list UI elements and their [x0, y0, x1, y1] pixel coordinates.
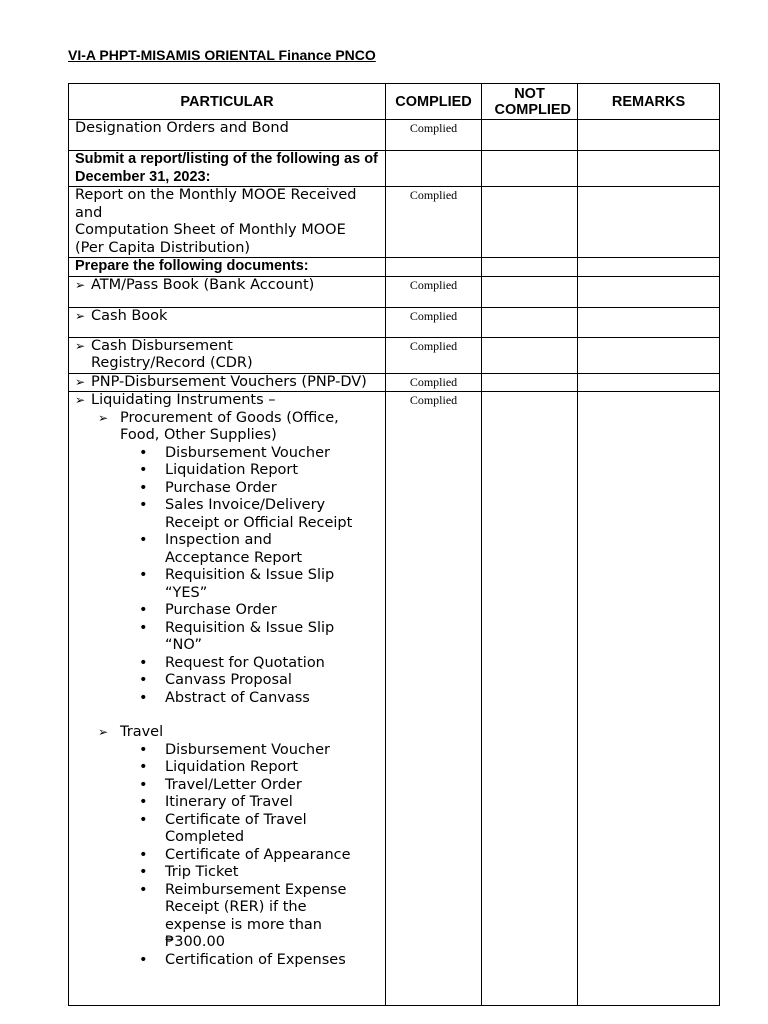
- list-item: [75, 777, 381, 795]
- liquidating-text: Liquidating Instruments –: [91, 392, 276, 408]
- prepare-docs-remarks: [578, 258, 720, 277]
- list-item: [75, 445, 381, 463]
- bullet-icon: •: [139, 846, 148, 863]
- list-item-text: Sales Invoice/Delivery Receipt or Official Receipt: [165, 497, 353, 531]
- atm-status: Complied: [386, 276, 482, 307]
- designation-remarks: [578, 120, 720, 151]
- header-complied: COMPLIED: [386, 84, 482, 120]
- table-row: [69, 187, 720, 258]
- bullet-icon: •: [139, 759, 148, 775]
- liquidating-cell: [69, 392, 386, 1006]
- bullet-icon: •: [139, 741, 148, 758]
- bullet-icon: •: [139, 444, 148, 461]
- list-item-text: Reimbursement Expense Receipt (RER) if the expense is more than ₱300.00: [165, 881, 347, 950]
- list-item-text: Requisition & Issue Slip “NO”: [165, 619, 335, 653]
- monthly-mooe-cell: [69, 187, 386, 258]
- list-item: [75, 532, 381, 567]
- travel-label: Travel: [120, 724, 164, 740]
- bullet-icon: •: [139, 672, 148, 688]
- submit-report-not-complied: [482, 151, 578, 187]
- cash-book-remarks: [578, 307, 720, 337]
- pnp-dv-not-complied: [482, 373, 578, 392]
- cdr-not-complied: [482, 337, 578, 373]
- bullet-icon: •: [139, 951, 148, 968]
- list-item: [75, 567, 381, 602]
- compliance-table: [68, 83, 720, 1006]
- list-item: [75, 462, 381, 480]
- atm-remarks: [578, 276, 720, 307]
- bullet-icon: •: [139, 794, 148, 810]
- atm-cell: [69, 276, 386, 307]
- procurement-line1: Procurement of Goods (Office,: [120, 409, 339, 426]
- submit-report-text: Submit a report/listing of the following as of December 31, 2023:: [69, 151, 386, 187]
- page-title: VI-A PHPT-MISAMIS ORIENTAL Finance PNCO: [68, 47, 376, 63]
- bullet-icon: •: [139, 619, 148, 636]
- table-row: [69, 307, 720, 337]
- list-item: [75, 655, 381, 673]
- list-item-text: Certificate of Travel Completed: [165, 811, 307, 845]
- cash-book-status: Complied: [386, 307, 482, 337]
- list-item: [75, 864, 381, 882]
- list-item: [75, 847, 381, 865]
- table-row: [69, 120, 720, 151]
- bullet-icon: •: [139, 881, 148, 898]
- monthly-mooe-line1: Report on the Monthly MOOE Received and: [75, 187, 357, 221]
- bullet-icon: •: [139, 532, 148, 548]
- monthly-mooe-status: Complied: [386, 187, 482, 258]
- arrow-bullet-icon: ➢: [75, 374, 86, 389]
- atm-not-complied: [482, 276, 578, 307]
- atm-text: ATM/Pass Book (Bank Account): [91, 276, 315, 293]
- list-item-text: Purchase Order: [165, 602, 277, 618]
- monthly-mooe-remarks: [578, 187, 720, 258]
- procurement-line2: Food, Other Supplies): [120, 427, 277, 443]
- arrow-bullet-icon: ➢: [75, 393, 86, 407]
- table-row: [69, 258, 720, 277]
- cash-book-cell: [69, 307, 386, 337]
- pnp-dv-text: PNP-Disbursement Vouchers (PNP-DV): [91, 373, 367, 390]
- table-row: [69, 373, 720, 392]
- list-item-text: Requisition & Issue Slip “YES”: [165, 567, 335, 601]
- designation-status: Complied: [386, 120, 482, 151]
- bullet-icon: •: [139, 497, 148, 513]
- monthly-mooe-line3: (Per Capita Distribution): [75, 239, 251, 256]
- cash-book-text: Cash Book: [91, 307, 168, 324]
- list-item: [75, 480, 381, 498]
- list-item: [75, 602, 381, 620]
- list-item-text: Disbursement Voucher: [165, 444, 331, 461]
- list-item: [75, 812, 381, 847]
- table-header-row: [69, 84, 720, 120]
- header-not-complied-text: NOT COMPLIED: [494, 85, 572, 118]
- list-item-text: Certificate of Appearance: [165, 846, 351, 863]
- arrow-bullet-icon: ➢: [98, 725, 109, 739]
- pnp-dv-remarks: [578, 373, 720, 392]
- monthly-mooe-line2: Computation Sheet of Monthly MOOE: [75, 222, 346, 238]
- table-row: [69, 337, 720, 373]
- bullet-icon: •: [139, 864, 148, 880]
- bullet-icon: •: [139, 567, 148, 583]
- cdr-line2: Registry/Record (CDR): [91, 355, 253, 371]
- list-item-text: Purchase Order: [165, 479, 277, 496]
- arrow-bullet-icon: ➢: [75, 338, 86, 353]
- table-row: [69, 392, 720, 1006]
- prepare-docs-complied: [386, 258, 482, 277]
- list-item-text: Certification of Expenses: [165, 951, 346, 968]
- cdr-cell: [69, 337, 386, 373]
- list-item-text: Travel/Letter Order: [165, 776, 302, 793]
- pnp-dv-status: Complied: [386, 373, 482, 392]
- designation-text: Designation Orders and Bond: [69, 120, 386, 151]
- bullet-icon: •: [139, 602, 148, 618]
- monthly-mooe-not-complied: [482, 187, 578, 258]
- list-item-text: Itinerary of Travel: [165, 794, 293, 810]
- bullet-icon: •: [139, 811, 148, 828]
- liquidating-remarks: [578, 392, 720, 1006]
- cdr-line1: Cash Disbursement: [91, 337, 233, 354]
- table-row: [69, 276, 720, 307]
- list-item-text: Request for Quotation: [165, 654, 325, 671]
- list-item-text: Liquidation Report: [165, 462, 299, 478]
- list-item-text: Trip Ticket: [165, 864, 239, 880]
- bullet-icon: •: [139, 689, 148, 706]
- list-item-text: Disbursement Voucher: [165, 741, 331, 758]
- list-item-text: Liquidation Report: [165, 759, 299, 775]
- designation-not-complied: [482, 120, 578, 151]
- list-item: [75, 497, 381, 532]
- bullet-icon: •: [139, 462, 148, 478]
- list-item: [75, 690, 381, 708]
- cdr-status: Complied: [386, 337, 482, 373]
- pnp-dv-cell: [69, 373, 386, 392]
- list-item-text: Canvass Proposal: [165, 672, 292, 688]
- list-item: [75, 620, 381, 655]
- arrow-bullet-icon: ➢: [98, 410, 109, 425]
- bullet-icon: •: [139, 479, 148, 496]
- table-row: [69, 151, 720, 187]
- header-not-complied: [482, 84, 578, 120]
- cdr-remarks: [578, 337, 720, 373]
- list-item: [75, 794, 381, 812]
- list-item: [75, 882, 381, 952]
- list-item: [75, 952, 381, 970]
- list-item-text: Inspection and Acceptance Report: [165, 532, 303, 566]
- prepare-docs-not-complied: [482, 258, 578, 277]
- arrow-bullet-icon: ➢: [75, 277, 86, 292]
- liquidating-status: Complied: [386, 392, 482, 1006]
- bullet-icon: •: [139, 776, 148, 793]
- arrow-bullet-icon: ➢: [75, 308, 86, 323]
- submit-report-remarks: [578, 151, 720, 187]
- list-item: [75, 759, 381, 777]
- list-item: [75, 672, 381, 690]
- list-item: [75, 742, 381, 760]
- submit-report-complied: [386, 151, 482, 187]
- header-remarks: REMARKS: [578, 84, 720, 120]
- liquidating-not-complied: [482, 392, 578, 1006]
- header-particular: PARTICULAR: [69, 84, 386, 120]
- cash-book-not-complied: [482, 307, 578, 337]
- bullet-icon: •: [139, 654, 148, 671]
- list-item-text: Abstract of Canvass: [165, 689, 310, 706]
- prepare-docs-text: Prepare the following documents:: [69, 258, 386, 277]
